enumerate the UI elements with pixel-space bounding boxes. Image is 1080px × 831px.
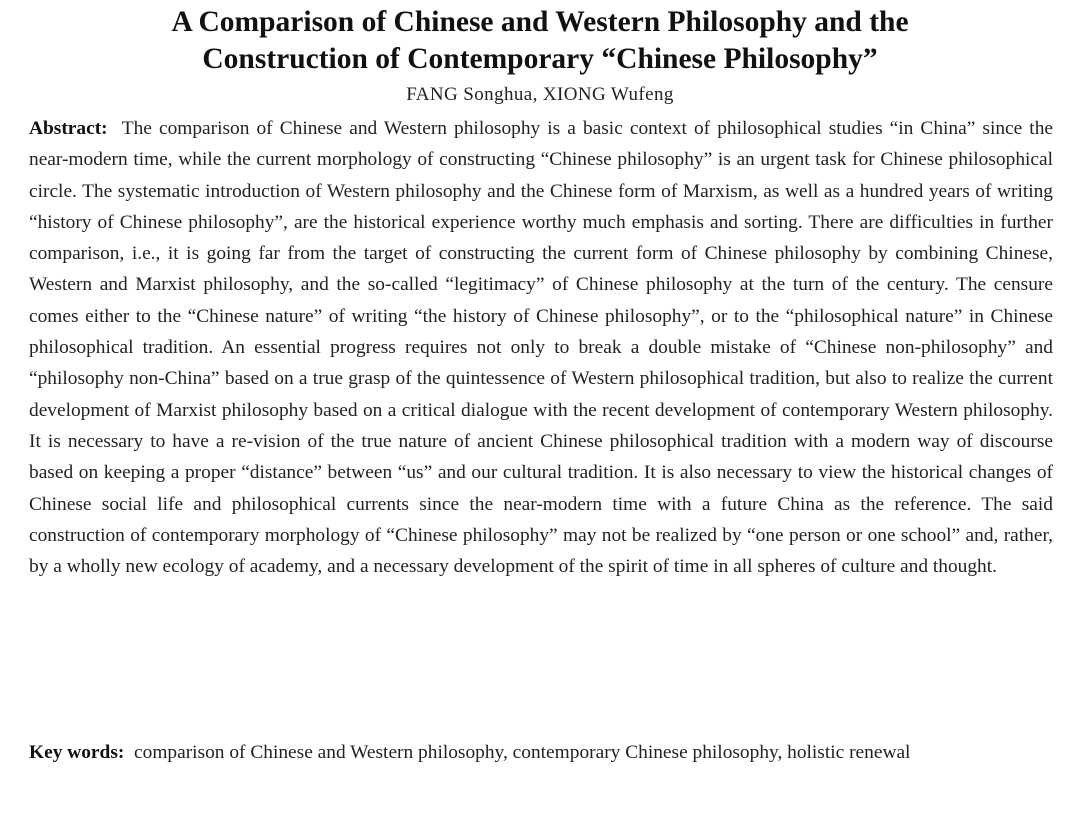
abstract-text: The comparison of Chinese and Western philosophy is a basic context of philosophical studies “in China” since the near-modern time, while the current morphology of constructing “Chinese philosophy” is an urgent task for Chinese philosophical circle. The systematic introduction of Western philosophy and the Chinese form of Marxism, as well as a hundred years of writing “history of Chinese philosophy”, are the historical experience worthy much emphasis and sorting. There are difficulties in further comparison, i.e., it is going far from the target of constructing the current form of Chinese philosophy by combining Chinese, Western and Marxist philosophy, and the so-called “legitimacy” of Chinese philosophy at the turn of the century. The censure comes either to the “Chinese nature” of writing “the history of Chinese philosophy”, or to the “philosophical nature” in Chinese philosophical tradition. An essential progress requires not only to break a double mistake of “Chinese non-philosophy” and “philosophy non-China” based on a true grasp of the quintessence of Western philosophical tradition, but also to realize the current development of Marxist philosophy based on a critical dialogue with the recent development of contemporary Western philosophy. It is necessary to have a re-vision of the true nature of ancient Chinese philosophical tradition with a modern way of discourse based on keeping a proper “distance” between “us” and our cultural tradition. It is also necessary to view the historical changes of Chinese social life and philosophical currents since the near-modern time with a future China as the reference. The said construction of contemporary morphology of “Chinese philosophy” may not be realized by “one person or one school” and, rather, by a wholly new ecology of academy, and a necessary development of the spirit of time in all spheres of culture and thought. xyxy=(29,118,1053,578)
abstract-label: Abstract: xyxy=(29,118,122,139)
abstract-paragraph xyxy=(29,113,1053,582)
keywords-paragraph xyxy=(29,737,1053,768)
paper-authors: FANG Songhua, XIONG Wufeng xyxy=(406,84,674,105)
title-line-2: Construction of Contemporary “Chinese Philosophy” xyxy=(202,43,878,75)
keywords-label: Key words: xyxy=(29,742,135,763)
keywords-text: comparison of Chinese and Western philosophy, contemporary Chinese philosophy, holistic renewal xyxy=(134,742,911,763)
paper-title xyxy=(40,4,1040,78)
title-line-1: A Comparison of Chinese and Western Philosophy and the xyxy=(171,6,909,38)
